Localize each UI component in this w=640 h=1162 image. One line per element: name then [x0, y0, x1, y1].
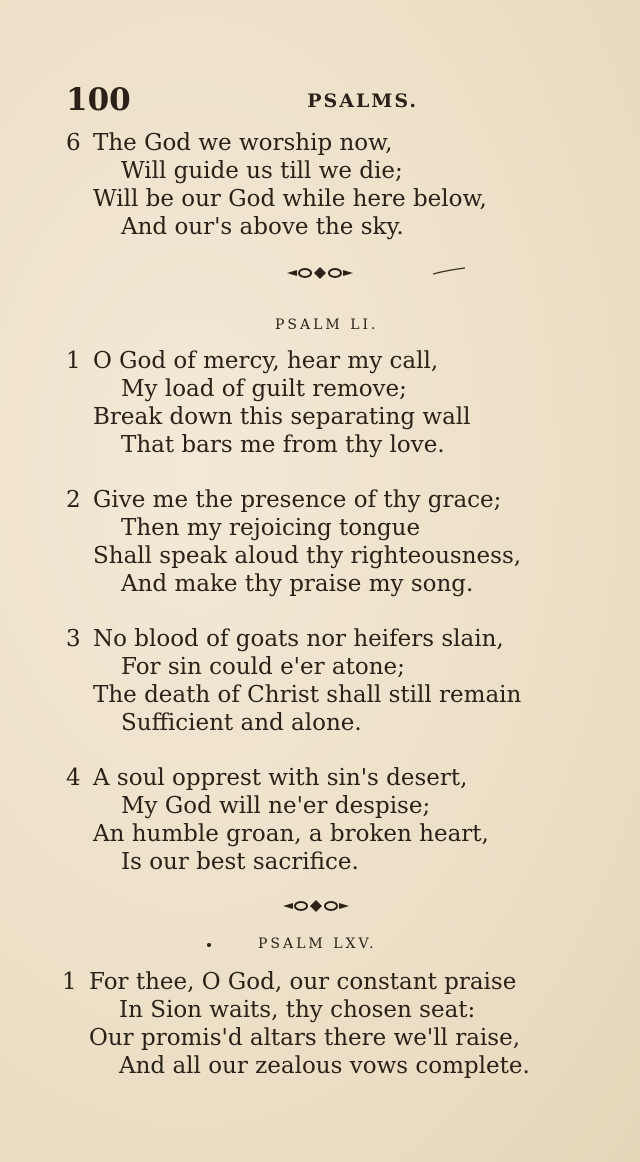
verse-line: That bars me from thy love.: [121, 432, 445, 458]
page-header: [66, 82, 418, 122]
psalm-heading: PSALM LXV.: [258, 936, 377, 952]
verse-line: Will guide us till we die;: [121, 158, 403, 184]
verse-line: Shall speak aloud thy righteousness,: [93, 543, 522, 569]
verse-line: My load of guilt remove;: [121, 376, 407, 402]
stray-mark: [206, 942, 212, 948]
verse-line: For sin could e'er atone;: [121, 654, 405, 680]
verse-line: Sufficient and alone.: [121, 710, 362, 736]
stanza-number: 6: [66, 130, 81, 156]
verse-line: Then my rejoicing tongue: [121, 515, 421, 541]
verse-line: In Sion waits, thy chosen seat:: [119, 997, 476, 1023]
page-number: 100: [66, 82, 131, 118]
verse-line: And make thy praise my song.: [121, 571, 474, 597]
stray-mark: [432, 266, 466, 276]
stanza-number: 3: [66, 626, 81, 652]
verse-line: The death of Christ shall still remain: [93, 682, 522, 708]
section-ornament: [287, 267, 353, 279]
verse-line: My God will ne'er despise;: [121, 793, 431, 819]
verse-line: A soul opprest with sin's desert,: [93, 765, 468, 791]
running-title: PSALMS.: [307, 90, 418, 112]
verse-line: And all our zealous vows complete.: [119, 1053, 530, 1079]
psalm-heading: PSALM LI.: [275, 317, 379, 333]
verse-line: O God of mercy, hear my call,: [93, 348, 439, 374]
verse-line: The God we worship now,: [93, 130, 393, 156]
verse-line: Will be our God while here below,: [93, 186, 487, 212]
verse-line: Our promis'd altars there we'll raise,: [89, 1025, 521, 1051]
verse-line: No blood of goats nor heifers slain,: [93, 626, 504, 652]
verse-line: Give me the presence of thy grace;: [93, 487, 502, 513]
verse-line: For thee, O God, our constant praise: [89, 969, 517, 995]
stanza-number: 1: [66, 348, 81, 374]
section-ornament: [283, 900, 349, 912]
stanza-number: 1: [62, 969, 77, 995]
verse-line: Break down this separating wall: [93, 404, 471, 430]
verse-line: Is our best sacrifice.: [121, 849, 359, 875]
stanza-number: 4: [66, 765, 81, 791]
stanza-number: 2: [66, 487, 81, 513]
verse-line: An humble groan, a broken heart,: [93, 821, 489, 847]
verse-line: And our's above the sky.: [121, 214, 404, 240]
